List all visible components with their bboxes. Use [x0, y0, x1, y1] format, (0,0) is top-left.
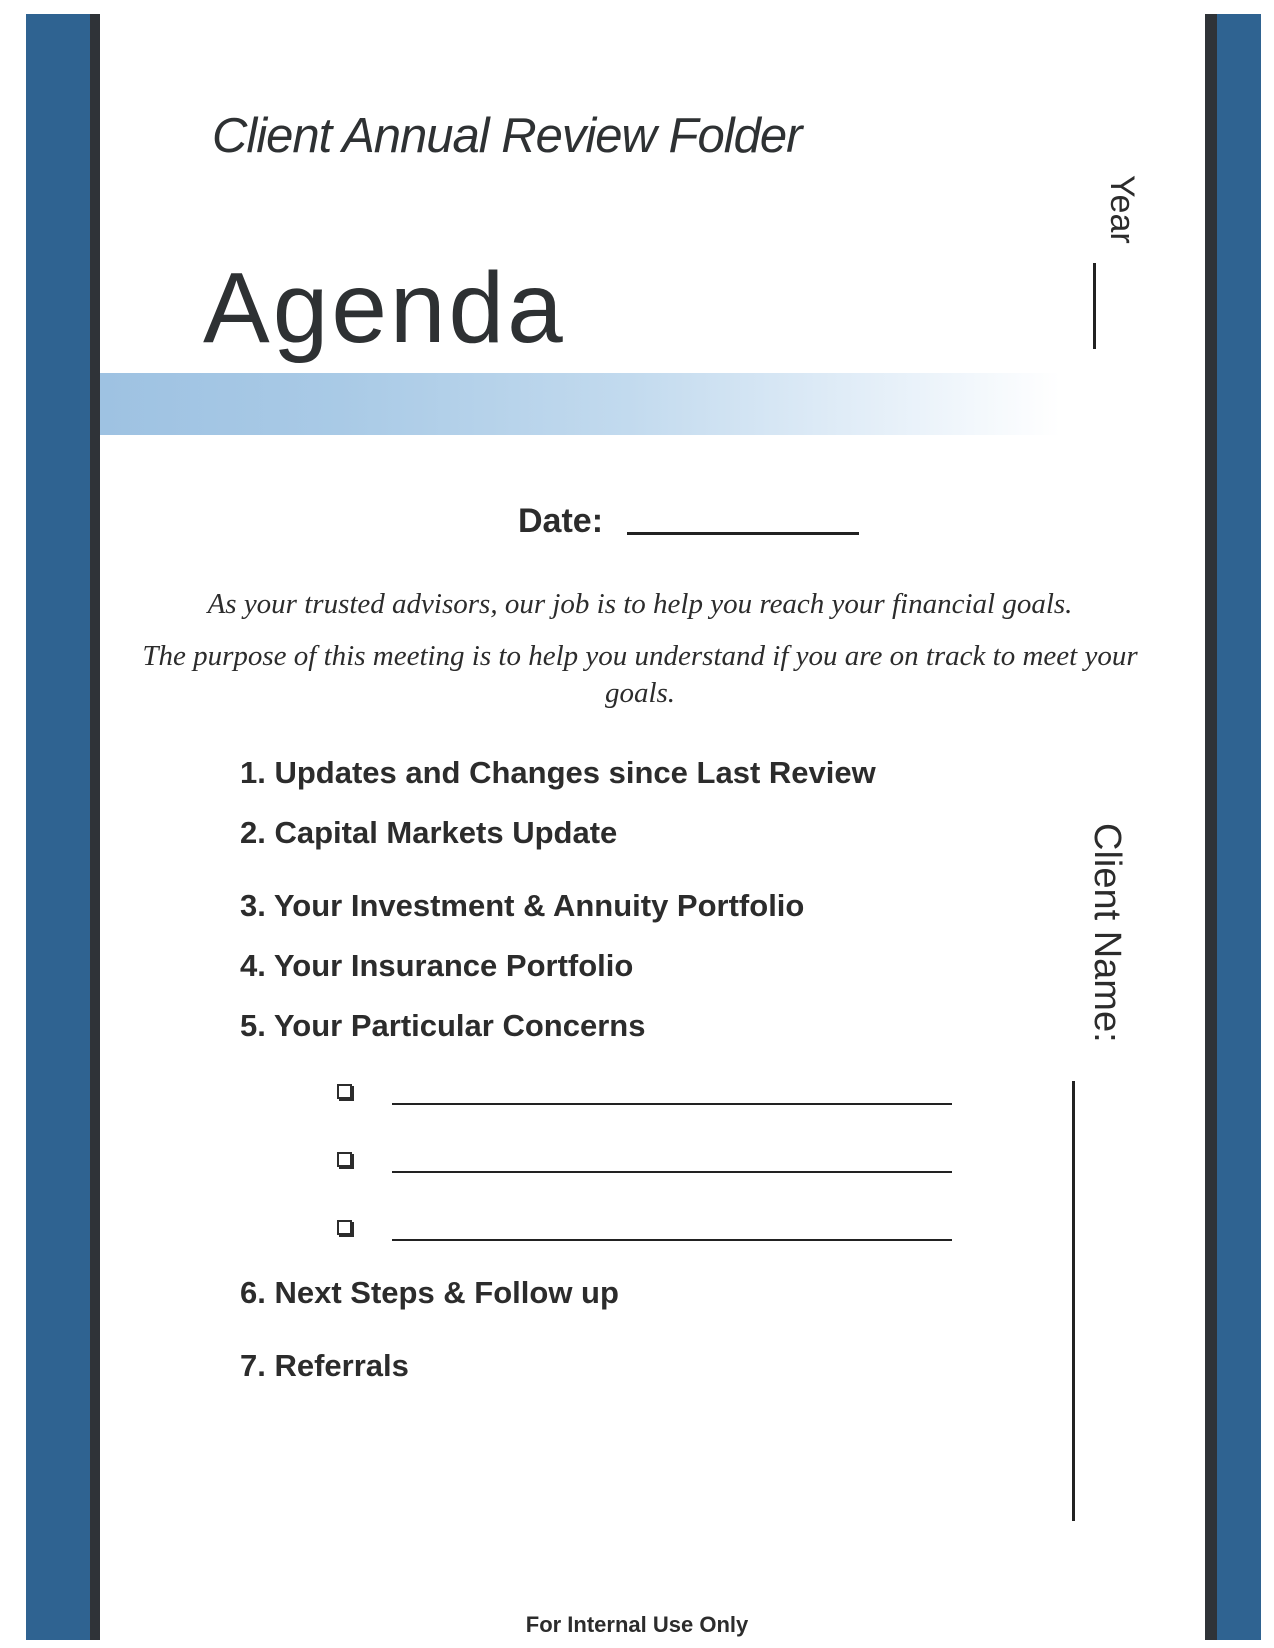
agenda-item-5: 5. Your Particular Concerns [240, 1008, 646, 1043]
checkbox-icon[interactable] [337, 1084, 352, 1099]
date-blank-line[interactable] [627, 532, 859, 535]
concern-blank-line[interactable] [392, 1103, 952, 1105]
year-label: Year [1103, 175, 1141, 244]
agenda-item-2: 2. Capital Markets Update [240, 815, 618, 850]
year-field [1093, 175, 1143, 345]
concern-blank-line[interactable] [392, 1171, 952, 1173]
header-gradient-band [100, 373, 1060, 435]
agenda-item-3: 3. Your Investment & Annuity Portfolio [240, 888, 805, 923]
concern-blank-line[interactable] [392, 1239, 952, 1241]
footer-note: For Internal Use Only [525, 1612, 749, 1637]
date-label: Date: [518, 502, 604, 540]
agenda-item-4: 4. Your Insurance Portfolio [240, 948, 634, 983]
agenda-item-1: 1. Updates and Changes since Last Review [240, 755, 876, 790]
date-field [518, 502, 859, 541]
concern-row-3 [337, 1212, 957, 1252]
right-border-bar [1205, 14, 1261, 1640]
intro-text [120, 586, 1160, 727]
agenda-item-7: 7. Referrals [240, 1348, 409, 1383]
intro-line-1: As your trusted advisors, our job is to help you reach your financial goals. [207, 588, 1073, 620]
agenda-item-6: 6. Next Steps & Follow up [240, 1275, 619, 1310]
left-border-bar [26, 14, 100, 1640]
concern-row-1 [337, 1076, 957, 1116]
year-blank-line[interactable] [1093, 263, 1096, 349]
page-title: Agenda [203, 252, 566, 364]
checkbox-icon[interactable] [337, 1152, 352, 1167]
checkbox-icon[interactable] [337, 1220, 352, 1235]
folder-title: Client Annual Review Folder [212, 109, 802, 163]
client-name-field [1072, 823, 1132, 1523]
concern-row-2 [337, 1144, 957, 1184]
client-name-label: Client Name: [1086, 823, 1128, 1043]
client-name-blank-line[interactable] [1072, 1081, 1075, 1521]
intro-line-2: The purpose of this meeting is to help you understand if you are on track to meet your goals. [142, 640, 1138, 709]
